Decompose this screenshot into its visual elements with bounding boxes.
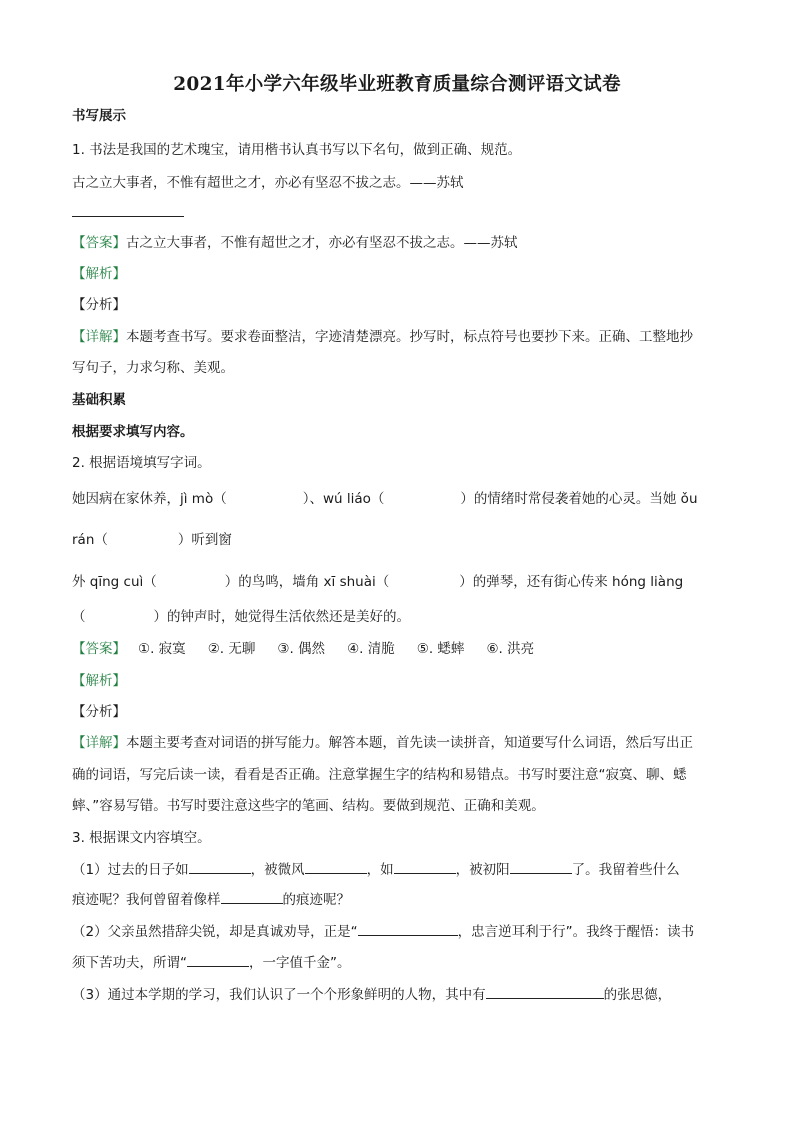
fill-blank[interactable] xyxy=(358,921,458,936)
fill-blank[interactable] xyxy=(486,984,604,999)
fill-blank[interactable] xyxy=(189,859,251,874)
answer-item: ①. 寂寞 xyxy=(138,641,186,657)
q1-detail-2: 写句子，力求匀称、美观。 xyxy=(72,360,234,376)
detail-tag: 【详解】 xyxy=(72,329,126,345)
q1-jiexi-tag: 【解析】 xyxy=(72,266,126,282)
q2-text: （ xyxy=(72,609,86,625)
q3-text: （3）通过本学期的学习，我们认识了一个个形象鲜明的人物，其中有 xyxy=(72,987,486,1003)
section-basics-sub: 根据要求填写内容。 xyxy=(72,424,194,440)
q3-part-2-line-1 xyxy=(72,921,694,942)
q3-text: 痕迹呢？我何曾留着像样 xyxy=(72,892,221,908)
q2-text: 外 qīng cuì（ xyxy=(72,574,157,590)
answer-item: ④. 清脆 xyxy=(347,641,395,657)
q3-text: 须下苦功夫，所谓“ xyxy=(72,955,187,971)
q3-text: ，一字值千金”。 xyxy=(249,955,351,971)
q2-line-1 xyxy=(72,489,698,509)
q2-text: ）的钟声时，她觉得生活依然还是美好的。 xyxy=(153,609,410,625)
q2-answer-row xyxy=(72,639,556,659)
q3-text: ，如 xyxy=(366,862,394,878)
q2-detail-1 xyxy=(72,733,693,753)
q1-answer-line xyxy=(72,216,184,217)
q2-jiexi-tag: 【解析】 xyxy=(72,673,126,689)
q2-line-3 xyxy=(72,572,683,592)
q3-stem: 3. 根据课文内容填空。 xyxy=(72,830,211,846)
q1-answer: 古之立大事者，不惟有超世之才，亦必有坚忍不拔之志。——苏轼 xyxy=(126,235,518,251)
q2-text: ）的弹琴，还有街心传来 hóng liàng xyxy=(459,574,684,590)
q3-part-3-line-1 xyxy=(72,984,671,1005)
q2-text: ）听到窗 xyxy=(177,532,232,548)
answer-tag: 【答案】 xyxy=(72,641,126,657)
q3-text: ，被初阳 xyxy=(455,862,510,878)
answer-item: ⑥. 洪亮 xyxy=(486,641,535,657)
q2-detail-2: 确的词语，写完后读一读，看看是否正确。注意掌握生字的结构和易错点。书写时要注意“寂寞、聊、蟋 xyxy=(72,767,687,783)
q3-text: 了。我留着些什么 xyxy=(571,862,680,878)
q1-detail-1 xyxy=(72,327,693,347)
q1-detail-text-1: 本题考查书写。要求卷面整洁，字迹清楚漂亮。抄写时，标点符号也要抄下来。正确、工整地抄 xyxy=(126,329,693,345)
q2-stem: 2. 根据语境填写字词。 xyxy=(72,455,211,471)
q2-detail-text-1: 本题主要考查对词语的拼写能力。解答本题，首先读一读拼音，知道要写什么词语，然后写出正 xyxy=(126,735,693,751)
detail-tag: 【详解】 xyxy=(72,735,126,751)
q1-answer-row xyxy=(72,233,518,253)
q1-quote: 古之立大事者，不惟有超世之才，亦必有坚忍不拔之志。——苏轼 xyxy=(72,175,464,191)
answer-item: ②. 无聊 xyxy=(207,641,256,657)
answer-item: ⑤. 蟋蟀 xyxy=(416,641,465,657)
q2-fenxi-tag: 【分析】 xyxy=(72,704,126,720)
q2-text: ）的情绪时常侵袭着她的心灵。当她 ǒu xyxy=(460,491,698,507)
fill-blank[interactable] xyxy=(187,952,249,967)
q3-part-1-line-2 xyxy=(72,889,350,910)
q2-text: 她因病在家休养，jì mò（ xyxy=(72,491,227,507)
q3-part-2-line-2 xyxy=(72,952,351,973)
q2-detail-3: 蟀、”容易写错。书写时要注意这些字的笔画、结构。要做到规范、正确和美观。 xyxy=(72,798,545,814)
q3-text: ，被微风 xyxy=(250,862,305,878)
answer-item: ③. 偶然 xyxy=(277,641,326,657)
q3-part-1-line-1 xyxy=(72,859,680,880)
fill-blank[interactable] xyxy=(305,859,367,874)
q2-line-2 xyxy=(72,530,232,550)
q2-line-4 xyxy=(72,607,410,627)
q2-text: ）的鸟鸣，墙角 xī shuài（ xyxy=(224,574,390,590)
fill-blank[interactable] xyxy=(221,889,283,904)
q3-text: 的张思德， xyxy=(603,987,672,1003)
q2-text: rán（ xyxy=(72,532,108,548)
fill-blank[interactable] xyxy=(394,859,456,874)
q1-stem: 1. 书法是我国的艺术瑰宝，请用楷书认真书写以下名句，做到正确、规范。 xyxy=(72,142,522,158)
q3-text: 的痕迹呢？ xyxy=(282,892,350,908)
q3-text: （1）过去的日子如 xyxy=(72,862,189,878)
q2-text: ）、wú liáo（ xyxy=(302,491,385,507)
q3-text: ，忠言逆耳利于行”。我终于醒悟：读书 xyxy=(457,924,695,940)
answer-tag: 【答案】 xyxy=(72,235,126,251)
page-title: 2021年小学六年级毕业班教育质量综合测评语文试卷 xyxy=(173,74,621,95)
section-writing: 书写展示 xyxy=(72,108,126,124)
q3-text: （2）父亲虽然措辞尖锐，却是真诚劝导，正是“ xyxy=(72,924,358,940)
section-basics: 基础积累 xyxy=(72,392,126,408)
fill-blank[interactable] xyxy=(510,859,572,874)
q1-fenxi-tag: 【分析】 xyxy=(72,297,126,313)
